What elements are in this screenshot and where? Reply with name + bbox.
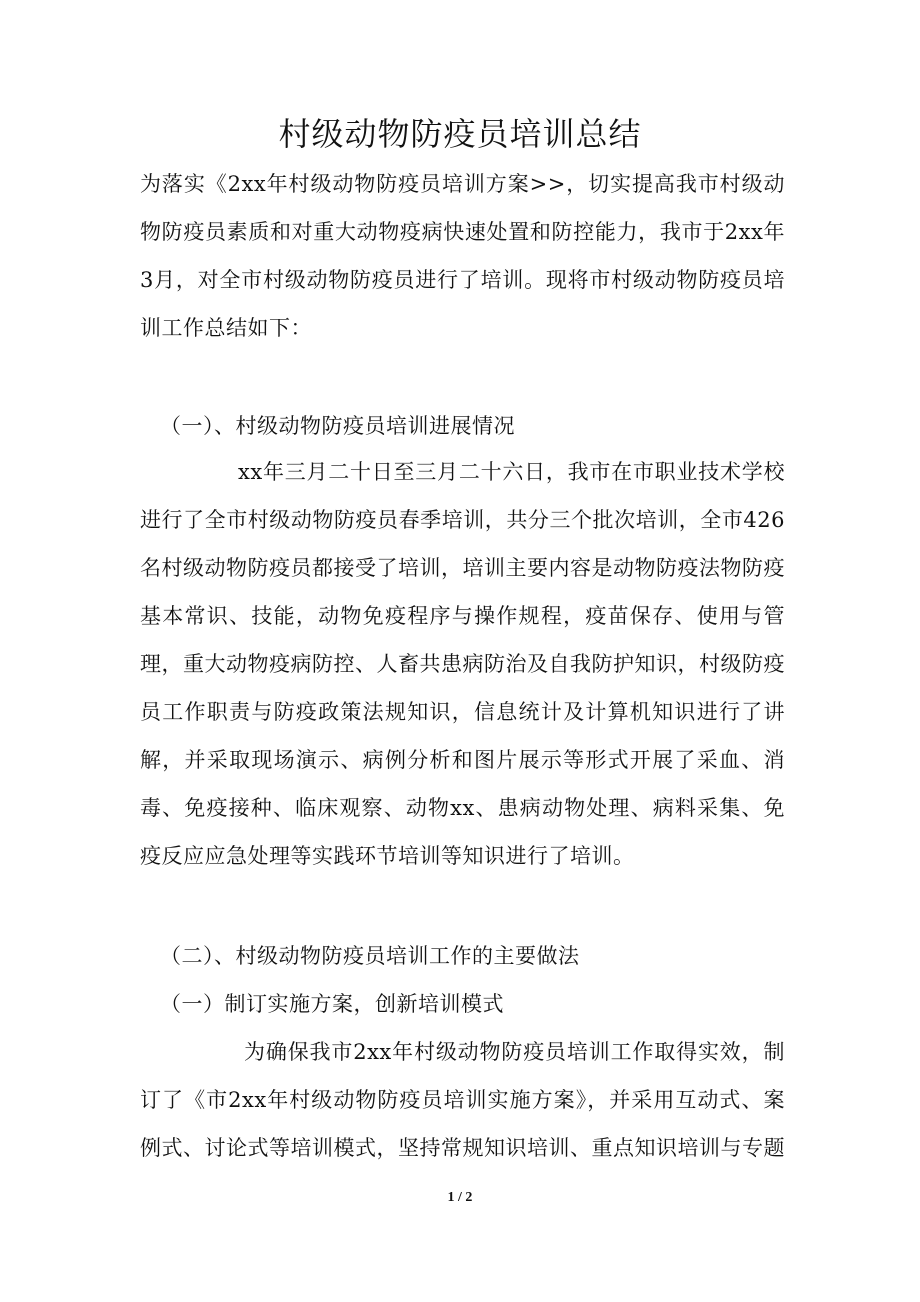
section-1-heading: （一）、村级动物防疫员培训进展情况 xyxy=(160,414,515,438)
document-title: 村级动物防疫员培训总结 xyxy=(278,115,642,153)
section-1-body: xx年三月二十日至三月二十六日，我市在市职业技术学校进行了全市村级动物防疫员春季培训，共分三个批次培训，全市426名村级动物防疫员都接受了培训，培训主要内容是动物防疫法物防疫基本常识、技能，动物免疫程序与操作规程，疫苗保存、使用与管理，重大动物疫病防控、人畜共患病防治及自我防护知识，村级防疫员工作职责与防疫政策法规知识，信息统计及计算机知识进行了讲解，并采取现场演示、病例分析和图片展示等形式开展了采血、消毒、免疫接种、临床观察、动物xx、患病动物处理、病料采集、免疫反应应急处理等实践环节培训等知识进行了培训。 xyxy=(140,460,785,868)
intro-paragraph: 为落实《2xx年村级动物防疫员培训方案>>，切实提高我市村级动物防疫员素质和对重大动物疫病快速处置和防控能力，我市于2xx年3月，对全市村级动物防疫员进行了培训。现将市村级动物防疫员培训工作总结如下： xyxy=(140,172,785,340)
subsection-1-heading: （一）制订实施方案，创新培训模式 xyxy=(160,992,504,1016)
subsection-1-body: 为确保我市2xx年村级动物防疫员培训工作取得实效，制订了《市2xx年村级动物防疫员培训实施方案》，并采用互动式、案例式、讨论式等培训模式，坚持常规知识培训、重点知识培训与专题 xyxy=(140,1040,785,1160)
section-2-heading: （二）、村级动物防疫员培训工作的主要做法 xyxy=(160,944,580,968)
page-number: 1 / 2 xyxy=(447,1190,473,1205)
